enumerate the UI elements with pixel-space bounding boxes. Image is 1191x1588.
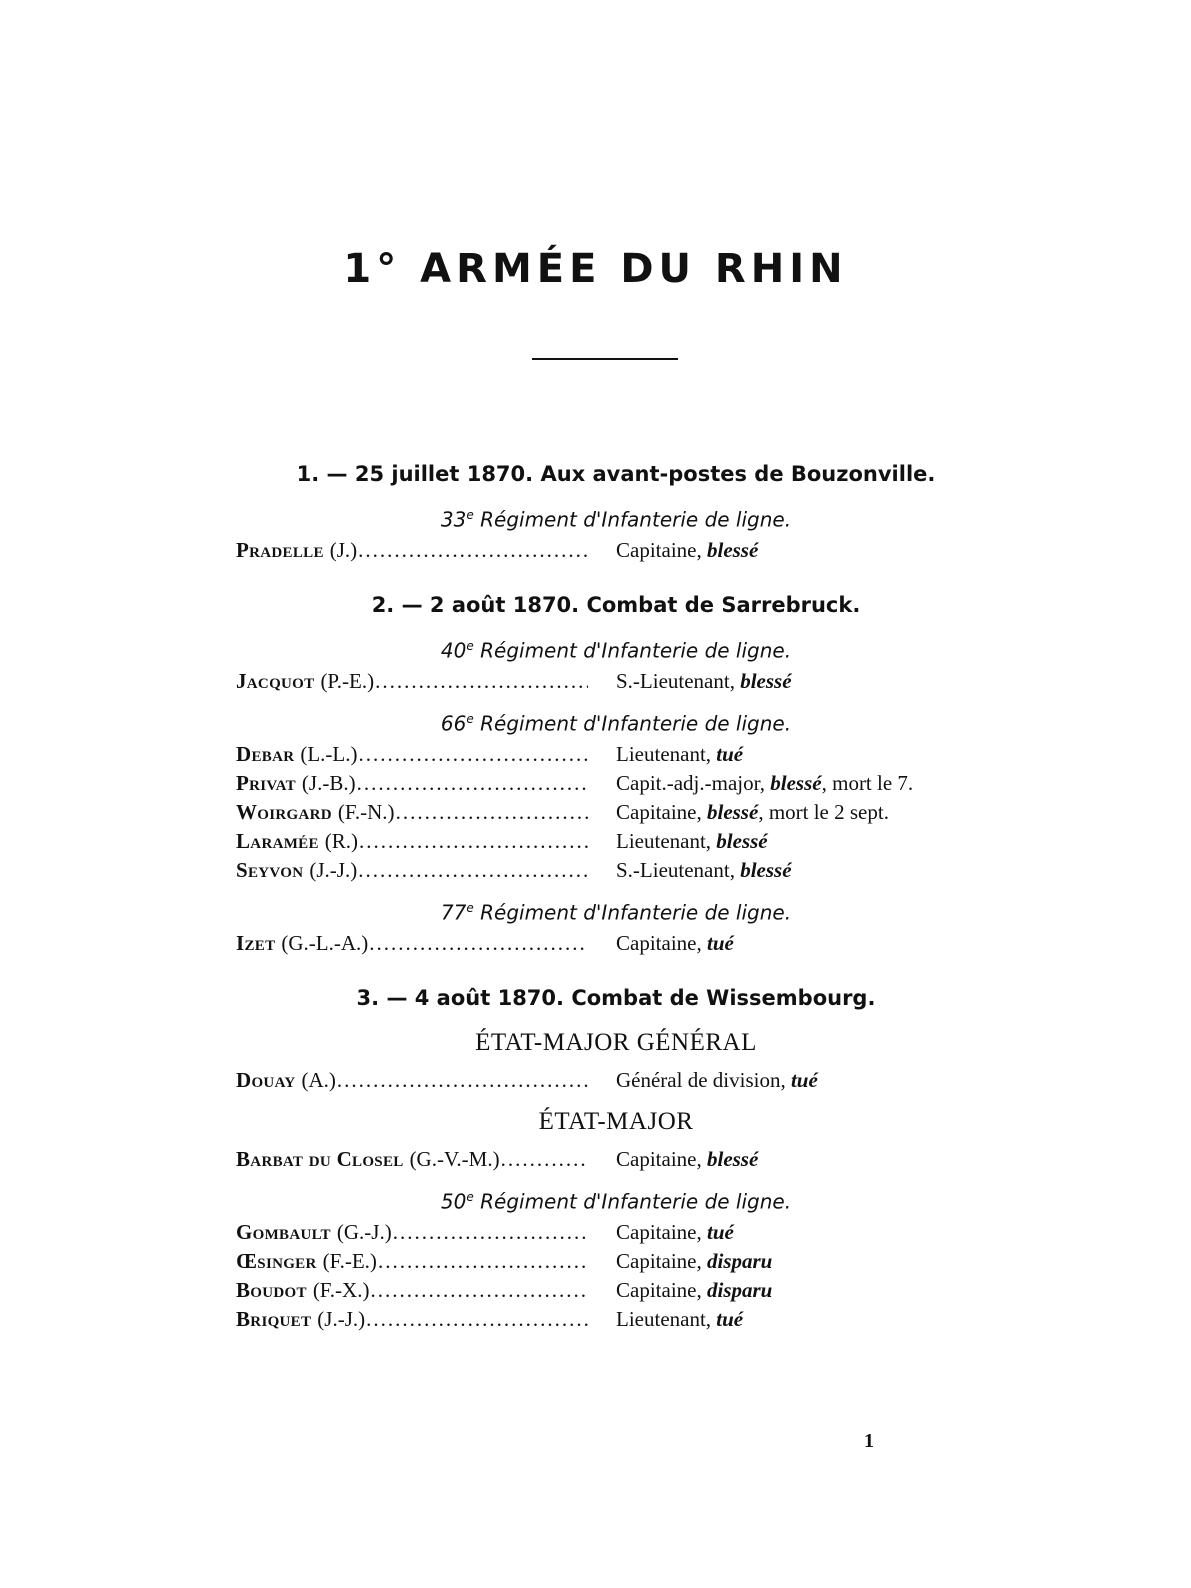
page-title: 1° ARMÉE DU RHIN: [343, 246, 848, 292]
officer-name: Debar (L.-L.) .....: [236, 740, 588, 769]
unit-heading: 33e Régiment d'Infanterie de ligne.: [440, 507, 792, 532]
officer-name: Barbat du Closel (G.-V.-M.) .....: [236, 1145, 588, 1174]
rank-status: S.-Lieutenant, blessé: [616, 858, 792, 882]
title-divider: [532, 358, 678, 360]
section-heading: 2. — 2 août 1870. Combat de Sarrebruck.: [371, 593, 861, 617]
unit-heading: 66e Régiment d'Infanterie de ligne.: [440, 711, 792, 736]
entry-row: [236, 827, 996, 856]
entry-list: [236, 1145, 996, 1174]
officer-name: Œsinger (F.-E.) .....: [236, 1247, 588, 1276]
rank-status: Capitaine, disparu: [616, 1278, 773, 1302]
officer-name: Laramée (R.) .....: [236, 827, 588, 856]
officer-name: Woirgard (F.-N.) .....: [236, 798, 588, 827]
subheading: ÉTAT-MAJOR: [538, 1108, 694, 1135]
officer-name: Pradelle (J.) .....: [236, 536, 588, 565]
entry-row: [236, 1218, 996, 1247]
entry-list: [236, 536, 996, 565]
entry-row: [236, 1145, 996, 1174]
rank-status: Capitaine, blessé: [616, 538, 759, 562]
entry-row: [236, 1276, 996, 1305]
entry-row: [236, 1305, 996, 1334]
entry-row: [236, 740, 996, 769]
section-heading: 3. — 4 août 1870. Combat de Wissembourg.: [356, 986, 876, 1010]
officer-name: Gombault (G.-J.) .....: [236, 1218, 588, 1247]
section-heading: 1. — 25 juillet 1870. Aux avant-postes de Bouzonville.: [296, 462, 936, 486]
subheading: ÉTAT-MAJOR GÉNÉRAL: [475, 1029, 757, 1056]
entry-row: [236, 856, 996, 885]
officer-name: Douay (A.) .....: [236, 1066, 588, 1095]
rank-status: Capitaine, disparu: [616, 1249, 773, 1273]
entry-list: [236, 929, 996, 958]
entry-list: [236, 1218, 996, 1334]
entry-row: [236, 798, 996, 827]
casualty-list: [236, 456, 996, 1338]
entry-row: [236, 667, 996, 696]
rank-status: Capit.-adj.-major, blessé, mort le 7.: [616, 771, 914, 795]
entry-row: [236, 769, 996, 798]
rank-status: Capitaine, blessé: [616, 1147, 759, 1171]
officer-name: Briquet (J.-J.) .....: [236, 1305, 588, 1334]
rank-status: Capitaine, tué: [616, 931, 734, 955]
entry-list: [236, 1066, 996, 1095]
rank-status: Capitaine, tué: [616, 1220, 734, 1244]
officer-name: Privat (J.-B.) .....: [236, 769, 588, 798]
officer-name: Jacquot (P.-E.) .....: [236, 667, 588, 696]
entry-row: [236, 1066, 996, 1095]
rank-status: Lieutenant, tué: [616, 1307, 744, 1331]
rank-status: S.-Lieutenant, blessé: [616, 669, 792, 693]
entry-list: [236, 740, 996, 885]
officer-name: Izet (G.-L.-A.) .....: [236, 929, 588, 958]
entry-row: [236, 929, 996, 958]
entry-row: [236, 536, 996, 565]
officer-name: Seyvon (J.-J.) .....: [236, 856, 588, 885]
entry-row: [236, 1247, 996, 1276]
rank-status: Général de division, tué: [616, 1068, 818, 1092]
entry-list: [236, 667, 996, 696]
officer-name: Boudot (F.-X.) .....: [236, 1276, 588, 1305]
unit-heading: 50e Régiment d'Infanterie de ligne.: [440, 1189, 792, 1214]
page-number: 1: [864, 1430, 874, 1452]
rank-status: Lieutenant, blessé: [616, 829, 768, 853]
unit-heading: 40e Régiment d'Infanterie de ligne.: [440, 638, 792, 663]
rank-status: Lieutenant, tué: [616, 742, 744, 766]
unit-heading: 77e Régiment d'Infanterie de ligne.: [440, 900, 792, 925]
rank-status: Capitaine, blessé, mort le 2 sept.: [616, 800, 889, 824]
